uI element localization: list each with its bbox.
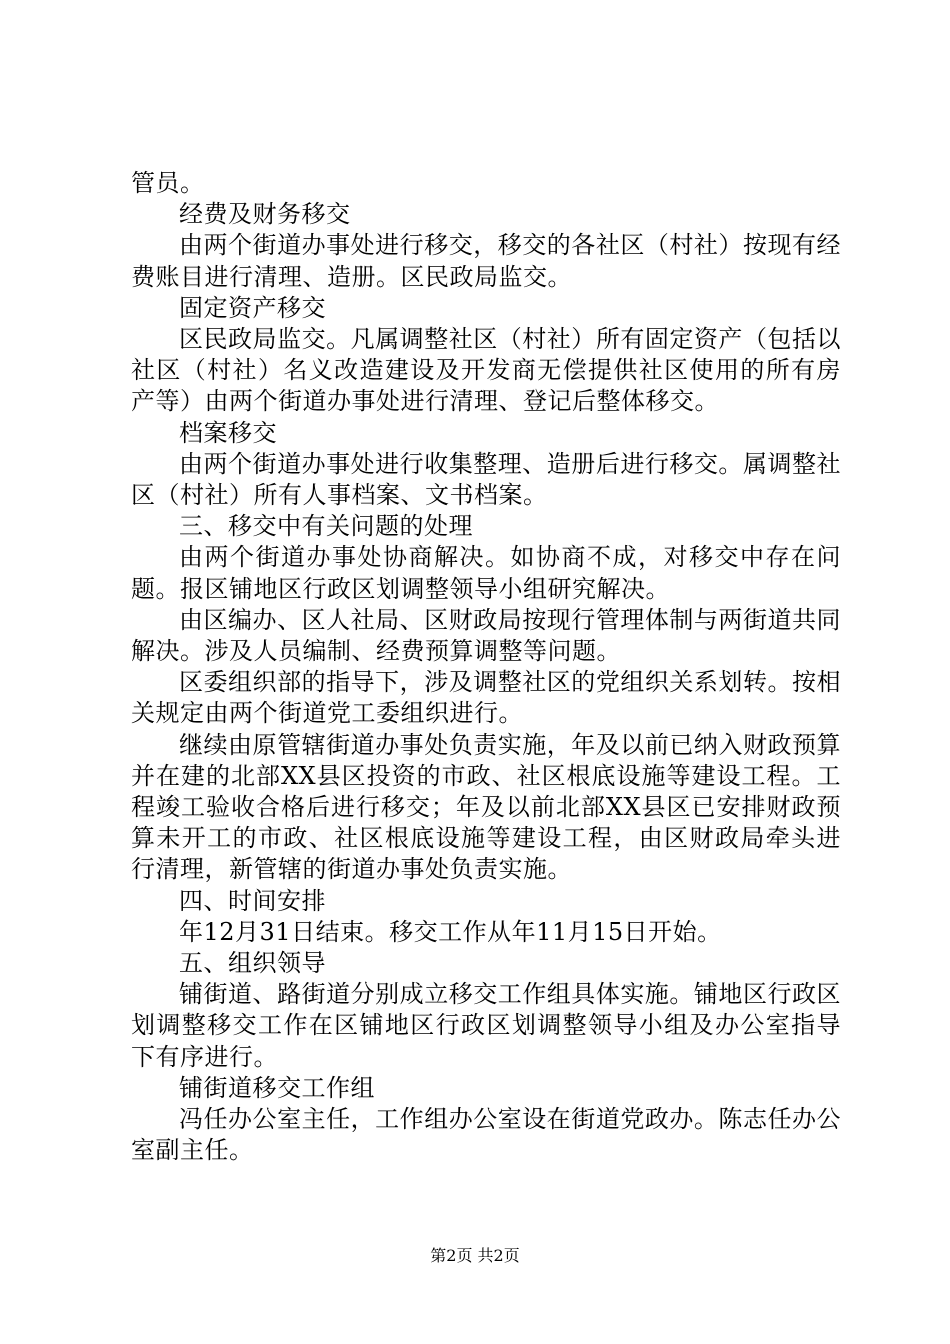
paragraph: 经费及财务移交 [179,200,351,229]
paragraph: 由两个街道办事处进行收集整理、造册后进行移交。属调整社区（村社）所有人事档案、文书档案。 [131,449,841,510]
paragraph: 区民政局监交。凡属调整社区（村社）所有固定资产（包括以社区（村社）名义改造建设及开发商无偿提供社区使用的所有房产等）由两个街道办事处进行清理、登记后整体移交。 [131,325,841,416]
paragraph: 铺街道移交工作组 [179,1073,375,1102]
paragraph: 继续由原管辖街道办事处负责实施，年及以前已纳入财政预算并在建的北部XX县区投资的市政、社区根底设施等建设工程。工程竣工验收合格后进行移交；年及以前北部XX县区已安排财政预算未开工的市政、社区根底设施等建设工程，由区财政局牵头进行清理，新管辖的街道办事处负责实施。 [131,730,841,884]
section-heading: 三、移交中有关问题的处理 [179,512,473,541]
page-number: 第2页 共2页 [430,1246,520,1265]
paragraph: 冯任办公室主任，工作组办公室设在街道党政办。陈志任办公室副主任。 [131,1105,841,1165]
paragraph: 由两个街道办事处进行移交，移交的各社区（村社）按现有经费账目进行清理、造册。区民政局监交。 [131,231,841,291]
paragraph: 档案移交 [179,418,277,447]
paragraph: 由两个街道办事处协商解决。如协商不成，对移交中存在问题。报区铺地区行政区划调整领导小组研究解决。 [131,543,841,603]
paragraph: 管员。 [131,169,205,197]
section-heading: 四、时间安排 [179,886,326,915]
document-body [131,168,841,1167]
paragraph: 年12月31日结束。移交工作从年11月15日开始。 [179,917,722,946]
paragraph: 固定资产移交 [179,293,326,322]
paragraph: 区委组织部的指导下，涉及调整社区的党组织关系划转。按相关规定由两个街道党工委组织进行。 [131,668,841,728]
section-heading: 五、组织领导 [179,949,326,978]
paragraph: 铺街道、路街道分别成立移交工作组具体实施。铺地区行政区划调整移交工作在区铺地区行政区划调整领导小组及办公室指导下有序进行。 [131,980,841,1071]
paragraph: 由区编办、区人社局、区财政局按现行管理体制与两街道共同解决。涉及人员编制、经费预算调整等问题。 [131,605,841,666]
